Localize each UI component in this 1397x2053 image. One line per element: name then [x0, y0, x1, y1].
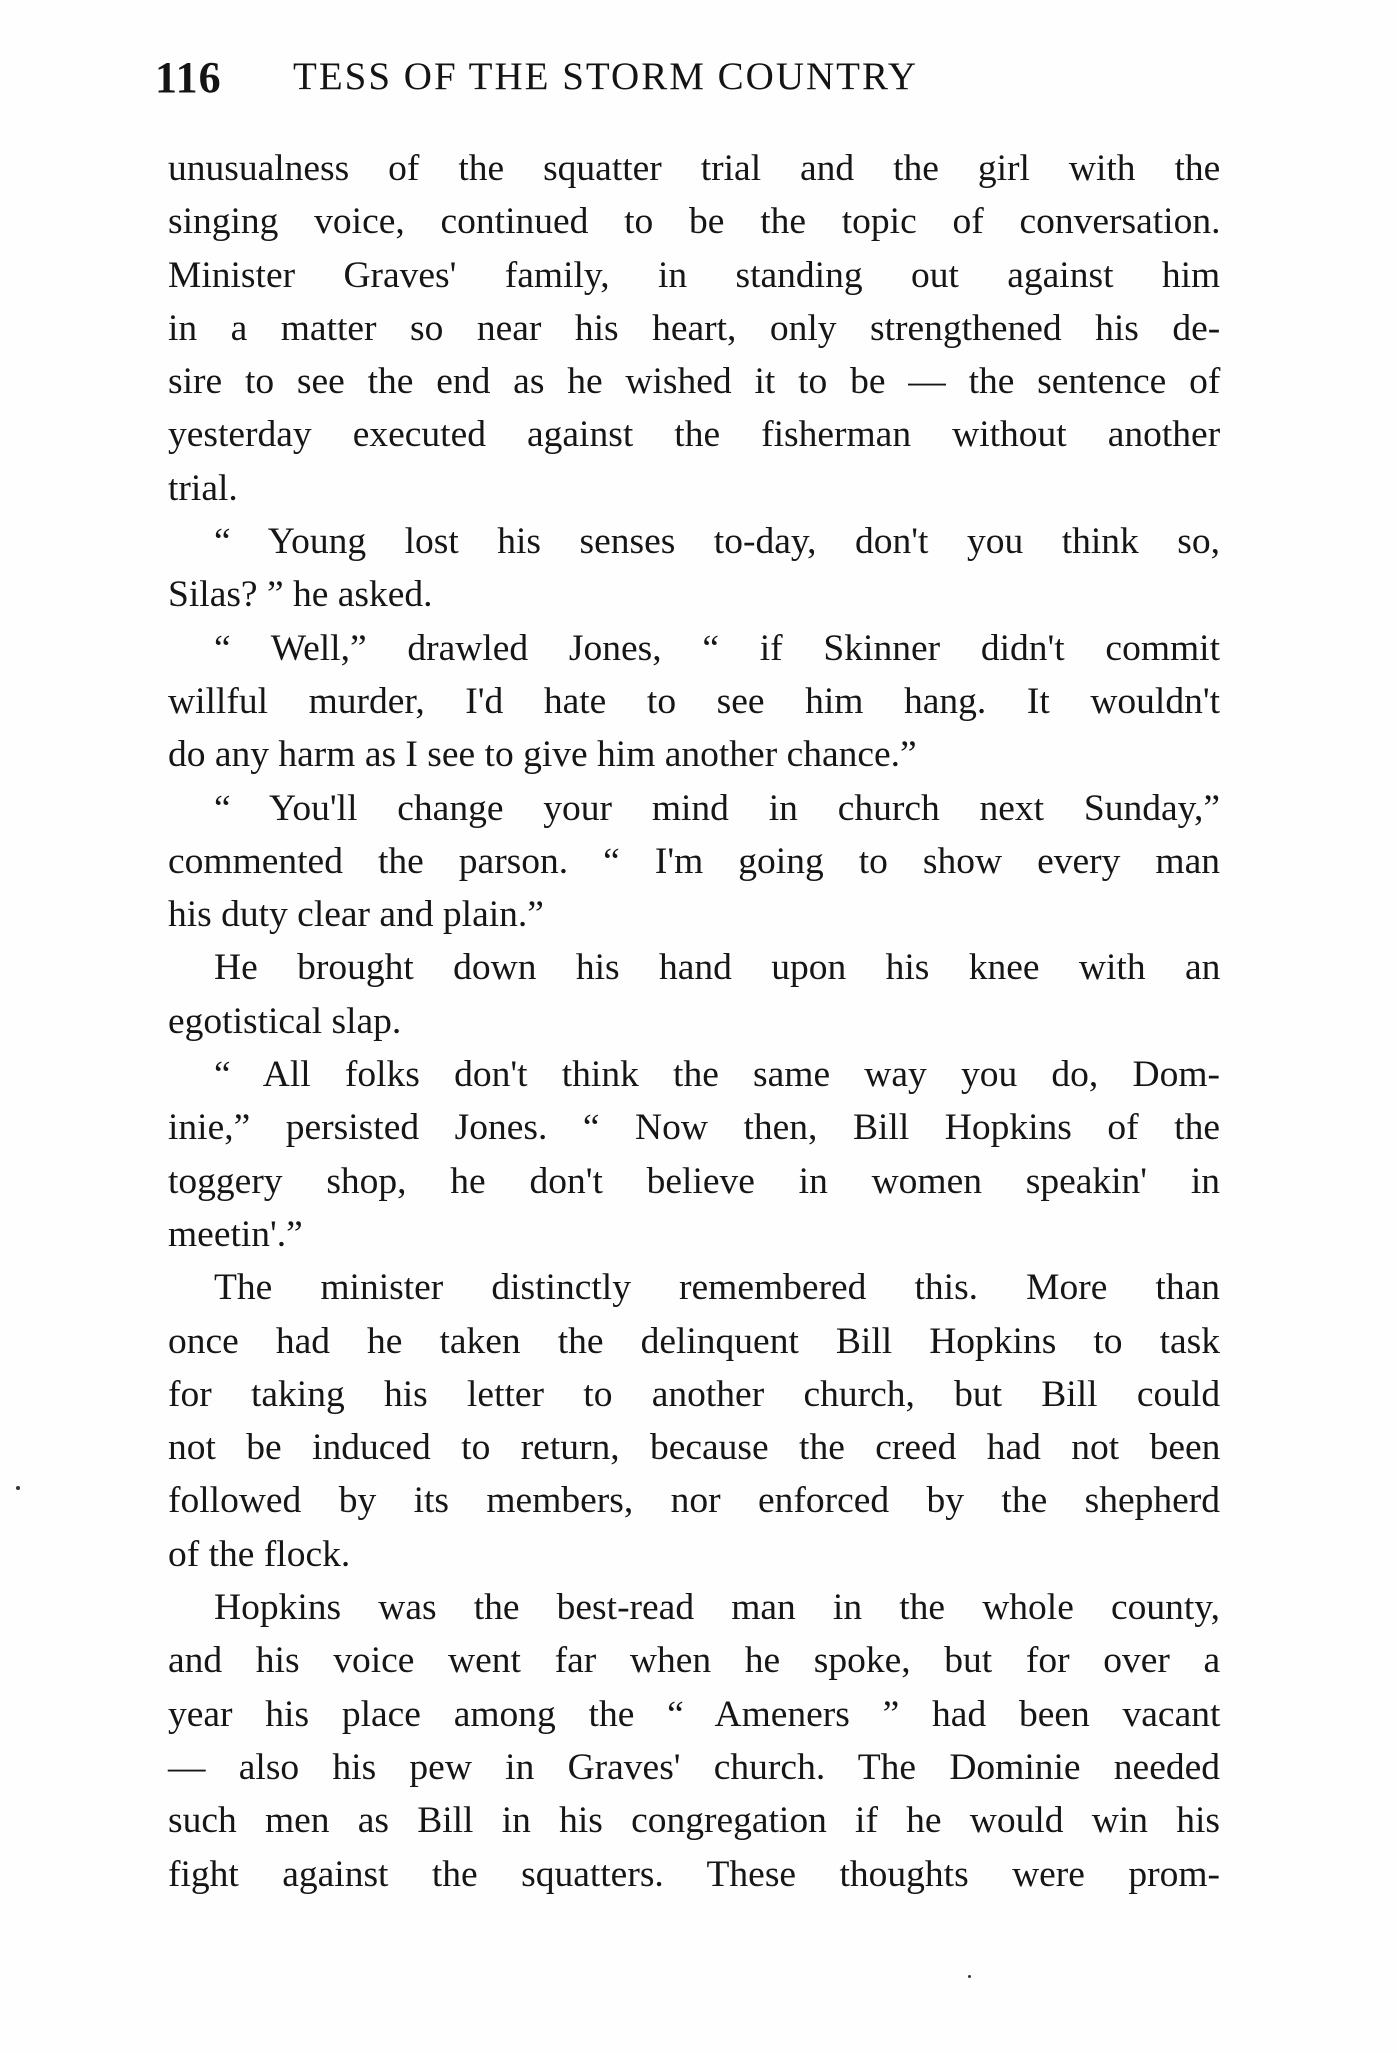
- text-line: Minister Graves' family, in standing out against him: [168, 254, 1221, 296]
- text-line: commented the parson. “ I'm going to show every man: [168, 840, 1220, 882]
- paragraph: [168, 782, 1220, 942]
- text-line: willful murder, I'd hate to see him hang. It wouldn't: [168, 680, 1220, 722]
- paragraph: [168, 1581, 1220, 1901]
- text-line: “ All folks don't think the same way you do, Dom-: [214, 1054, 1220, 1096]
- paragraph: [168, 142, 1220, 515]
- text-line: Hopkins was the best-read man in the whole county,: [214, 1587, 1220, 1629]
- text-line: not be induced to return, because the creed had not been: [168, 1427, 1221, 1469]
- text-line: for taking his letter to another church, but Bill could: [168, 1373, 1221, 1415]
- text-line: sire to see the end as he wished it to be — the sentence of: [168, 361, 1221, 403]
- paragraph: [168, 622, 1220, 782]
- text-line: “ Young lost his senses to-day, don't you think so,: [214, 521, 1220, 563]
- text-line: egotistical slap.: [168, 1000, 402, 1042]
- text-line: unusualness of the squatter trial and the girl with the: [168, 148, 1221, 189]
- print-speck: [16, 1486, 20, 1490]
- paragraph: [168, 1048, 1220, 1261]
- text-line: such men as Bill in his congregation if he would win his: [168, 1800, 1220, 1842]
- text-line: followed by its members, nor enforced by the shepherd: [168, 1480, 1220, 1522]
- text-line: — also his pew in Graves' church. The Dominie needed: [168, 1746, 1220, 1788]
- text-line: of the flock.: [168, 1533, 351, 1575]
- body-text: [168, 142, 1220, 1901]
- text-line: do any harm as I see to give him another chance.”: [168, 734, 917, 776]
- text-line: meetin'.”: [168, 1213, 303, 1255]
- text-line: once had he taken the delinquent Bill Hopkins to task: [168, 1320, 1220, 1362]
- text-line: year his place among the “ Ameners ” had been vacant: [168, 1693, 1221, 1735]
- text-line: trial.: [168, 467, 238, 509]
- text-line: in a matter so near his heart, only strengthened his de-: [168, 307, 1221, 349]
- text-line: his duty clear and plain.”: [168, 894, 544, 936]
- text-line: fight against the squatters. These thoughts were prom-: [168, 1853, 1220, 1895]
- text-line: The minister distinctly remembered this. More than: [214, 1267, 1220, 1309]
- text-line: He brought down his hand upon his knee with an: [214, 947, 1221, 989]
- paragraph: [168, 941, 1220, 1048]
- text-line: “ You'll change your mind in church next Sunday,”: [214, 787, 1220, 829]
- paragraph: [168, 1261, 1220, 1581]
- text-line: “ Well,” drawled Jones, “ if Skinner didn't commit: [214, 627, 1220, 669]
- text-line: singing voice, continued to be the topic of conversation.: [168, 201, 1221, 243]
- running-title: TESS OF THE STORM COUNTRY: [293, 55, 919, 98]
- text-line: and his voice went far when he spoke, but for over a: [168, 1640, 1221, 1682]
- text-line: inie,” persisted Jones. “ Now then, Bill Hopkins of the: [168, 1107, 1220, 1149]
- text-line: toggery shop, he don't believe in women speakin' in: [168, 1160, 1220, 1202]
- page-number: 116: [155, 53, 222, 102]
- text-line: yesterday executed against the fisherman without another: [168, 414, 1221, 456]
- text-line: Silas? ” he asked.: [168, 574, 433, 616]
- paragraph: [168, 515, 1220, 622]
- print-speck: [968, 1975, 971, 1978]
- page-header: [155, 52, 1235, 122]
